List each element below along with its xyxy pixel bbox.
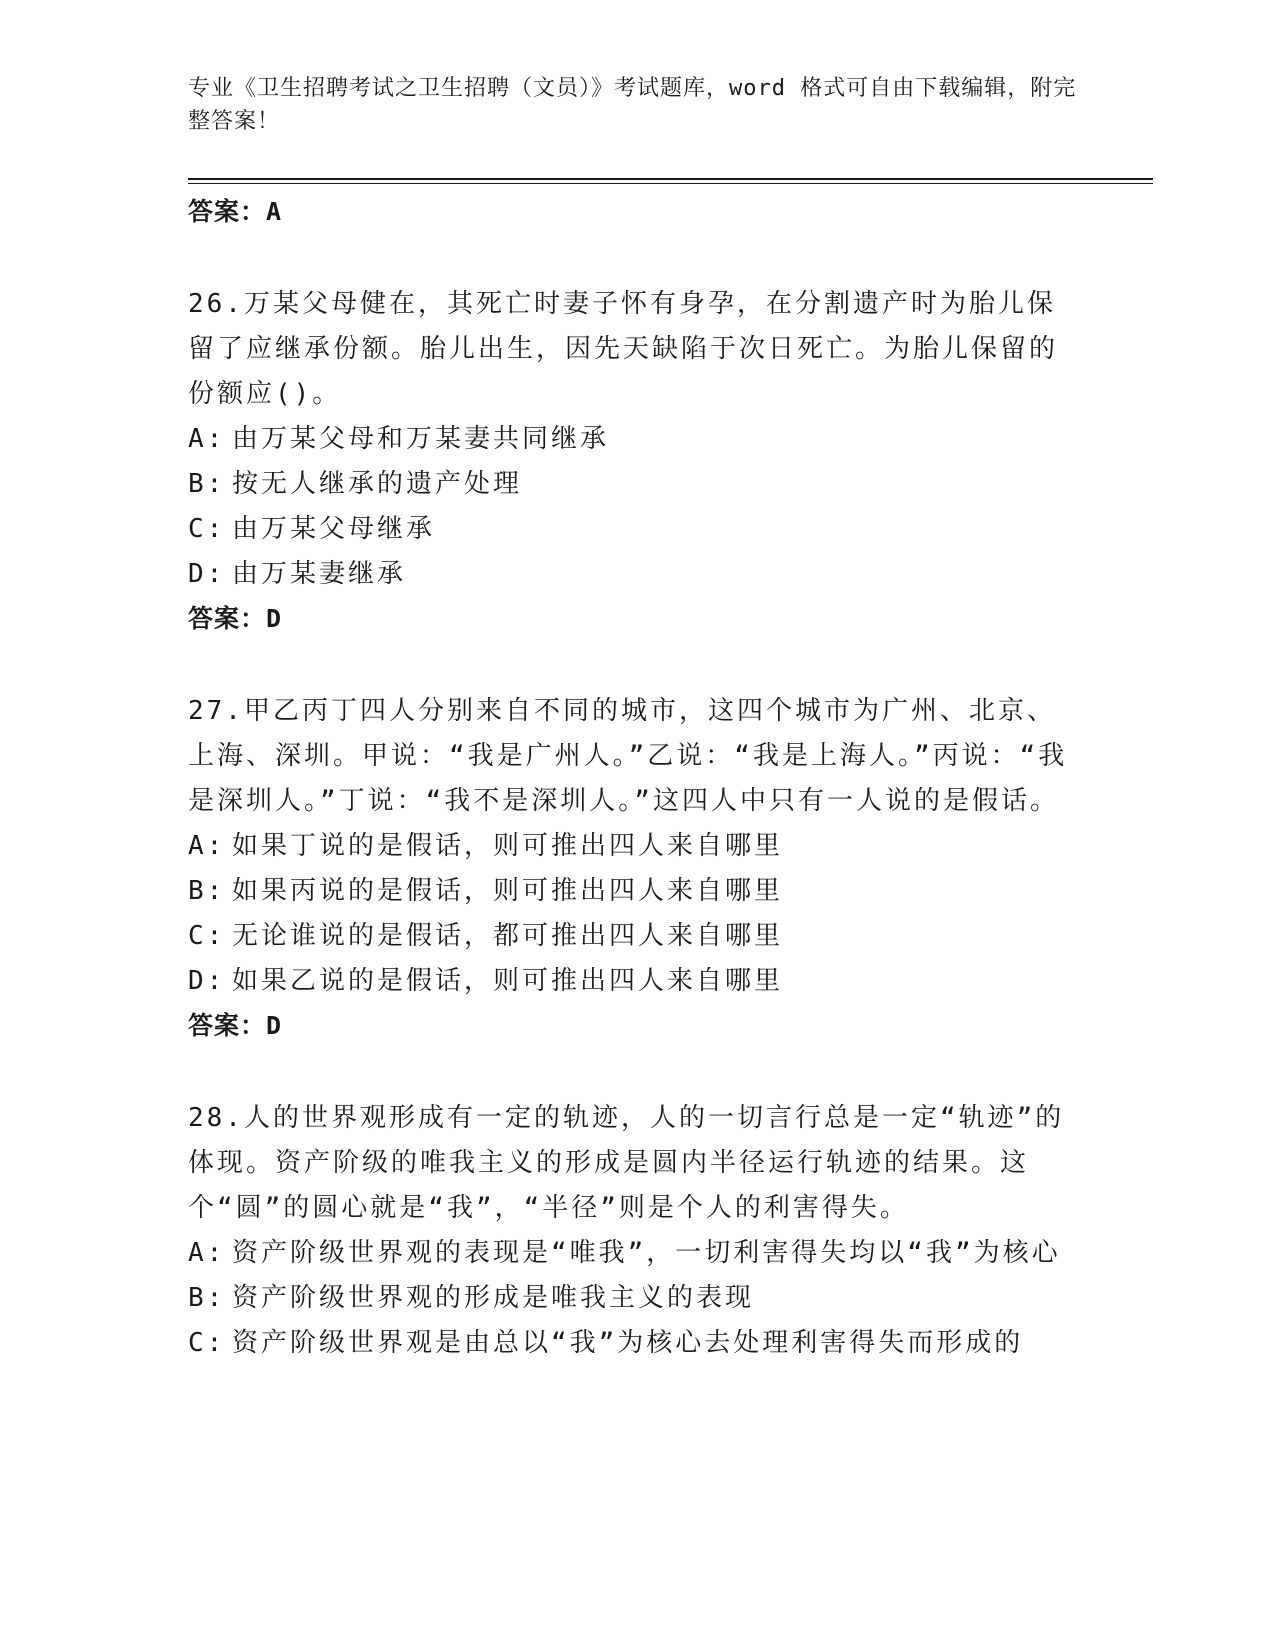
option-letter: D: xyxy=(188,559,226,589)
option-d xyxy=(188,959,1068,1004)
page-header: 专业《卫生招聘考试之卫生招聘（文员）》考试题库，word 格式可自由下载编辑，附完整答案！ xyxy=(188,76,1077,134)
option-letter: C: xyxy=(188,514,226,544)
option-letter: C: xyxy=(188,921,226,951)
option-letter: C: xyxy=(188,1328,226,1358)
option-text: 如果乙说的是假话，则可推出四人来自哪里 xyxy=(232,966,784,996)
question-stem: 26.万某父母健在，其死亡时妻子怀有身孕，在分割遗产时为胎儿保留了应继承份额。胎儿出生，因先天缺陷于次日死亡。为胎儿保留的份额应()。 xyxy=(188,289,1059,409)
option-text: 如果丁说的是假话，则可推出四人来自哪里 xyxy=(232,831,784,861)
question-28 xyxy=(188,1096,1068,1366)
option-letter: D: xyxy=(188,966,226,996)
header-rule-thick xyxy=(188,178,1153,180)
header-rule-thin xyxy=(188,183,1153,184)
option-b xyxy=(188,1276,1068,1321)
option-d xyxy=(188,552,1068,597)
option-letter: A: xyxy=(188,831,226,861)
option-a xyxy=(188,1231,1068,1276)
option-a xyxy=(188,824,1068,869)
option-b xyxy=(188,869,1068,914)
option-text: 无论谁说的是假话，都可推出四人来自哪里 xyxy=(232,921,784,951)
option-c xyxy=(188,914,1068,959)
option-b xyxy=(188,462,1068,507)
question-list xyxy=(188,190,1068,1366)
question-26 xyxy=(188,282,1068,641)
answer-line: 答案：A xyxy=(188,197,283,226)
option-letter: B: xyxy=(188,876,226,906)
option-text: 由万某父母继承 xyxy=(232,514,436,544)
option-text: 由万某父母和万某妻共同继承 xyxy=(232,424,610,454)
question-stem: 27.甲乙丙丁四人分别来自不同的城市，这四个城市为广州、北京、上海、深圳。甲说：“我是广州人。”乙说：“我是上海人。”丙说：“我是深圳人。”丁说：“我不是深圳人。”这四人中只有一人说的是假话。 xyxy=(188,696,1068,816)
answer-line: 答案：D xyxy=(188,604,283,633)
option-c xyxy=(188,507,1068,552)
question-27 xyxy=(188,689,1068,1048)
option-letter: A: xyxy=(188,1238,226,1268)
option-text: 由万某妻继承 xyxy=(232,559,407,589)
option-text: 资产阶级世界观的形成是唯我主义的表现 xyxy=(232,1283,755,1313)
option-text: 资产阶级世界观是由总以“我”为核心去处理利害得失而形成的 xyxy=(232,1328,1024,1358)
option-text: 资产阶级世界观的表现是“唯我”，一切利害得失均以“我”为核心 xyxy=(232,1238,1061,1268)
option-text: 按无人继承的遗产处理 xyxy=(232,469,523,499)
option-letter: B: xyxy=(188,469,226,499)
option-text: 如果丙说的是假话，则可推出四人来自哪里 xyxy=(232,876,784,906)
option-c xyxy=(188,1321,1068,1366)
option-a xyxy=(188,417,1068,462)
answer-line: 答案：D xyxy=(188,1011,283,1040)
option-letter: A: xyxy=(188,424,226,454)
option-letter: B: xyxy=(188,1283,226,1313)
question-stem: 28.人的世界观形成有一定的轨迹，人的一切言行总是一定“轨迹”的体现。资产阶级的唯我主义的形成是圆内半径运行轨迹的结果。这个“圆”的圆心就是“我”，“半径”则是个人的利害得失。 xyxy=(188,1103,1065,1223)
